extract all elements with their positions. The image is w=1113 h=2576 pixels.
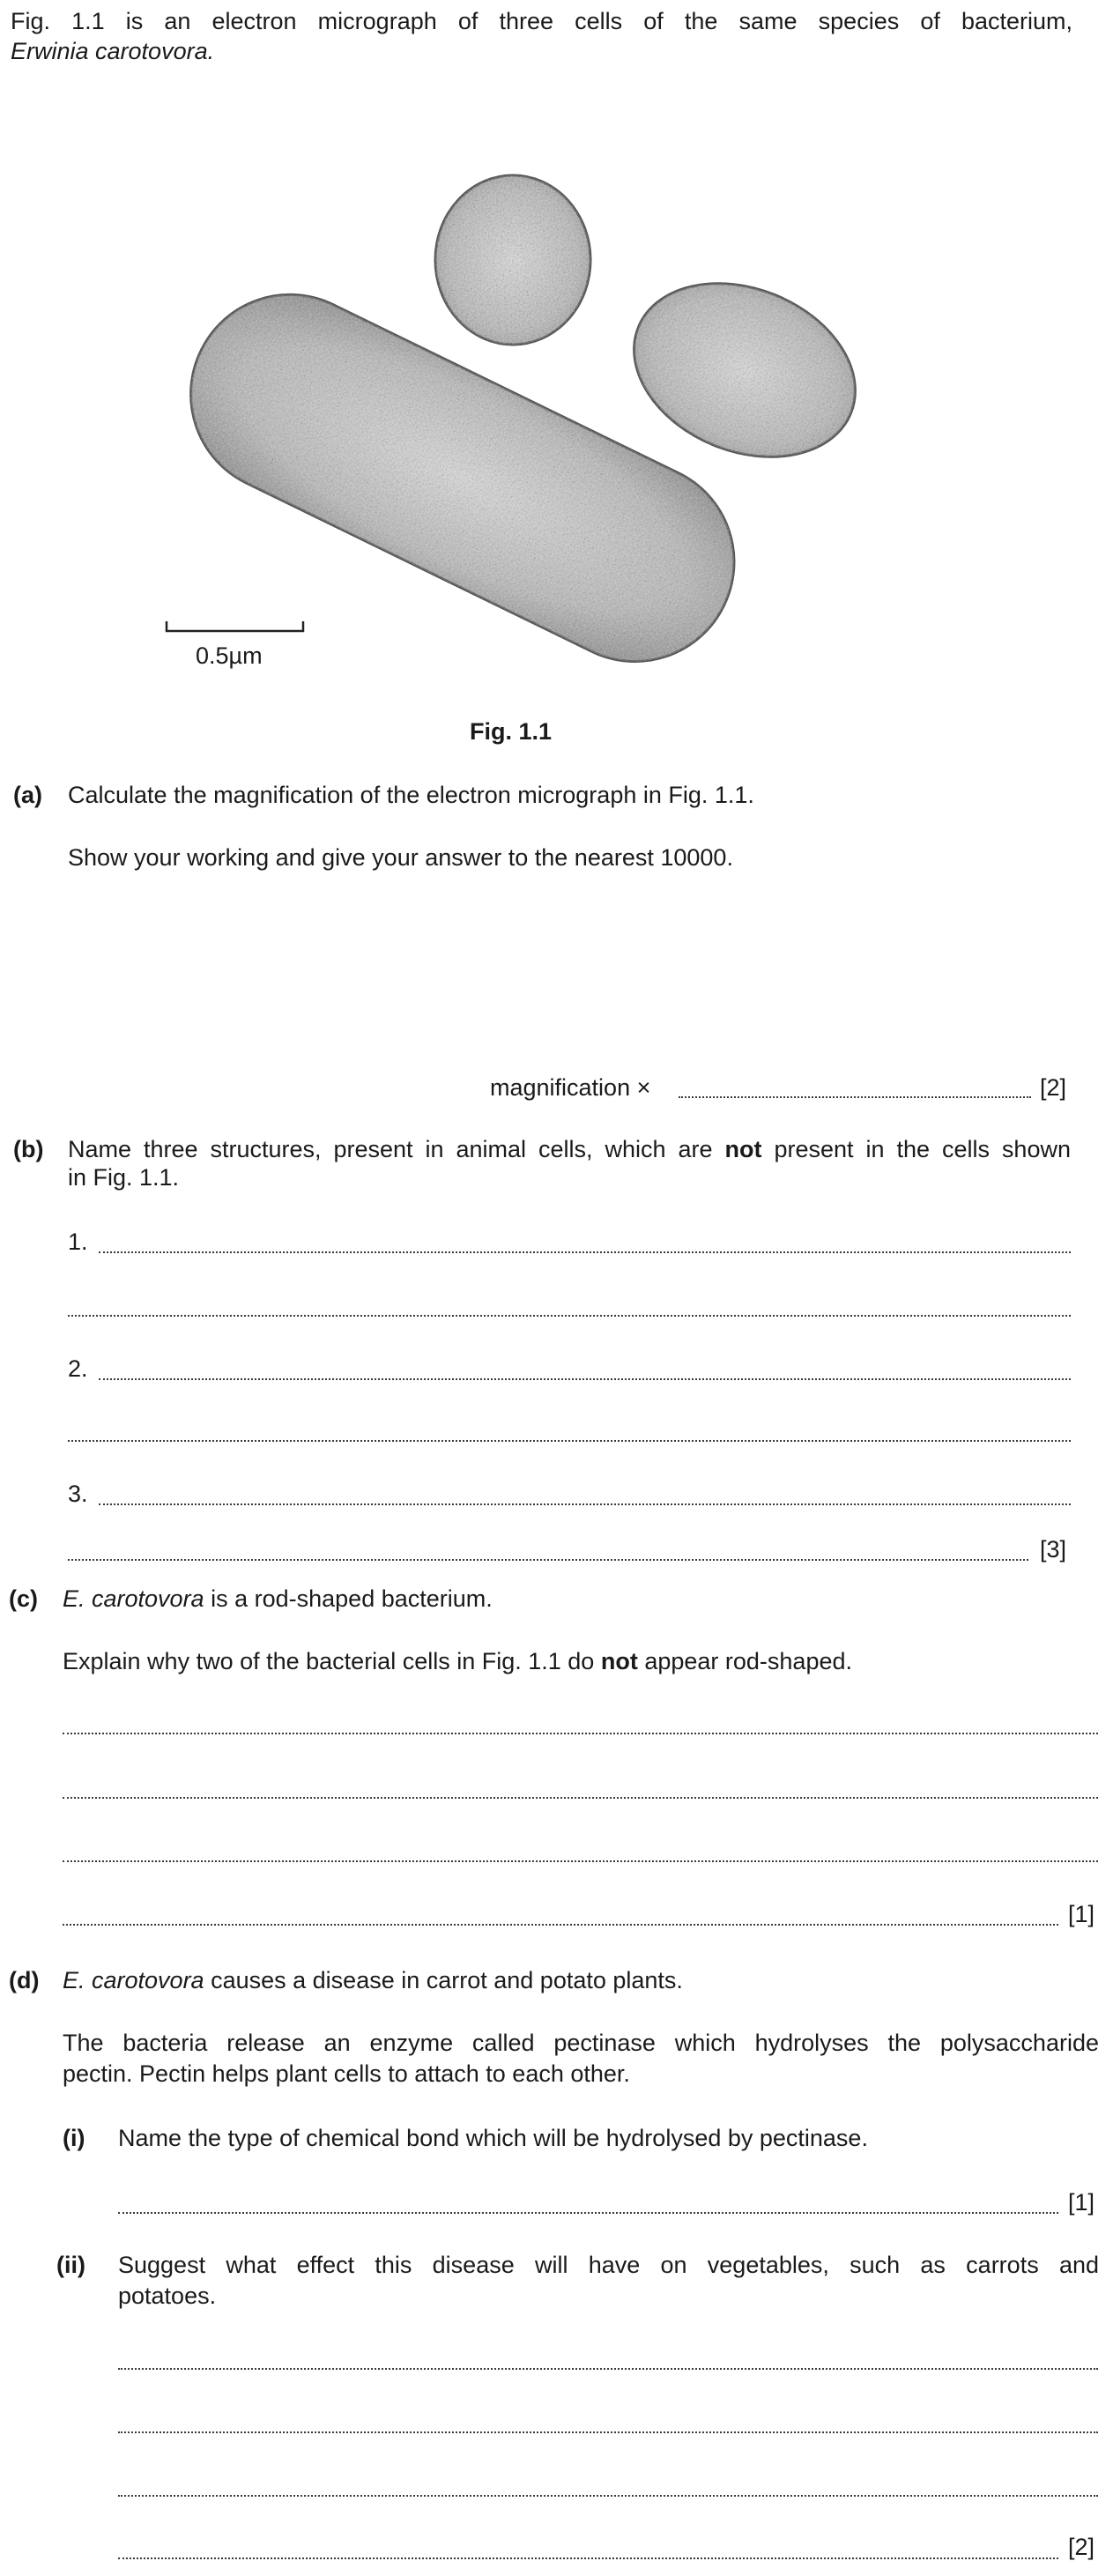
part-b-item-3-line[interactable] xyxy=(99,1503,1071,1505)
magnification-answer-line[interactable] xyxy=(679,1096,1031,1098)
part-b-question-pre: Name three structures, present in animal cells, which are xyxy=(68,1136,713,1162)
part-c-answer-line-1[interactable] xyxy=(63,1733,1098,1734)
part-b-item-3-number: 3. xyxy=(68,1481,88,1507)
part-b-item-1-line[interactable] xyxy=(99,1251,1071,1253)
part-c-statement-rest: is a rod-shaped bacterium. xyxy=(211,1585,493,1612)
electron-micrograph-figure xyxy=(0,0,1113,670)
part-d-label: (d) xyxy=(9,1967,40,1993)
part-d-ii-answer-line-1[interactable] xyxy=(118,2368,1098,2370)
part-d-ii-answer-line-2[interactable] xyxy=(118,2431,1098,2433)
species-name: Erwinia carotovora. xyxy=(11,38,215,64)
part-c-marks: [1] xyxy=(1068,1901,1095,1927)
scale-bar xyxy=(166,621,304,632)
part-c-label: (c) xyxy=(9,1585,38,1612)
part-d-statement xyxy=(63,1964,683,1996)
part-a-marks: [2] xyxy=(1040,1074,1067,1101)
part-d-ii-marks: [2] xyxy=(1068,2534,1095,2560)
part-d-i-question: Name the type of chemical bond which will be hydrolysed by pectinase. xyxy=(118,2125,868,2151)
part-b-question-post: present in the cells shown xyxy=(774,1136,1071,1162)
part-b-question-emphasis: not xyxy=(724,1136,762,1162)
part-c-answer-line-2[interactable] xyxy=(63,1797,1098,1799)
part-d-ii-answer-line-4[interactable] xyxy=(118,2557,1058,2559)
magnification-prefix: magnification × xyxy=(490,1074,651,1101)
part-b-item-2-number: 2. xyxy=(68,1355,88,1382)
part-b-label: (b) xyxy=(13,1136,44,1162)
part-b-marks: [3] xyxy=(1040,1536,1067,1563)
part-d-species: E. carotovora xyxy=(63,1967,204,1993)
part-d-i-marks: [1] xyxy=(1068,2189,1095,2216)
oval-cell-oblique-section xyxy=(608,252,881,488)
part-b-item-2-line[interactable] xyxy=(99,1378,1071,1380)
part-b-item-1-number: 1. xyxy=(68,1229,88,1255)
part-b-item-1-line-2[interactable] xyxy=(68,1315,1071,1317)
part-a-label: (a) xyxy=(13,782,42,808)
part-c-question-post: appear rod-shaped. xyxy=(644,1648,852,1674)
part-c-question-pre: Explain why two of the bacterial cells in Fig. 1.1 do xyxy=(63,1648,595,1674)
part-b-question-line-2: in Fig. 1.1. xyxy=(68,1164,180,1191)
part-d-paragraph-line-1: The bacteria release an enzyme called pectinase which hydrolyses the polysaccharide xyxy=(63,2030,1099,2056)
round-cell-cross-section xyxy=(435,175,590,345)
part-c-question xyxy=(63,1645,852,1677)
part-c-question-emphasis: not xyxy=(600,1648,638,1674)
part-b-item-2-line-2[interactable] xyxy=(68,1440,1071,1442)
part-d-ii-answer-line-3[interactable] xyxy=(118,2495,1098,2497)
part-c-species: E. carotovora xyxy=(63,1585,204,1612)
part-b-question xyxy=(68,1133,1071,1165)
part-d-statement-rest: causes a disease in carrot and potato plants. xyxy=(211,1967,683,1993)
part-d-ii-question-line-1: Suggest what effect this disease will have on vegetables, such as carrots and xyxy=(118,2252,1099,2278)
part-d-ii-label: (ii) xyxy=(56,2252,85,2278)
part-a-question: Calculate the magnification of the electron micrograph in Fig. 1.1. xyxy=(68,782,754,808)
figure-caption: Fig. 1.1 xyxy=(470,718,553,745)
part-c-statement xyxy=(63,1583,493,1615)
part-c-answer-line-4[interactable] xyxy=(63,1924,1058,1926)
scale-bar-label: 0.5µm xyxy=(196,642,263,669)
part-d-i-label: (i) xyxy=(63,2125,85,2151)
part-d-paragraph-line-2: pectin. Pectin helps plant cells to attach to each other. xyxy=(63,2060,630,2087)
part-b-item-3-line-2[interactable] xyxy=(68,1559,1028,1561)
part-d-i-answer-line[interactable] xyxy=(118,2212,1058,2214)
part-a-instruction: Show your working and give your answer to the nearest 10000. xyxy=(68,844,733,871)
part-c-answer-line-3[interactable] xyxy=(63,1860,1098,1862)
part-d-ii-question-line-2: potatoes. xyxy=(118,2283,217,2309)
intro-line-1: Fig. 1.1 is an electron micrograph of three cells of the same species of bacterium, xyxy=(11,8,1072,34)
